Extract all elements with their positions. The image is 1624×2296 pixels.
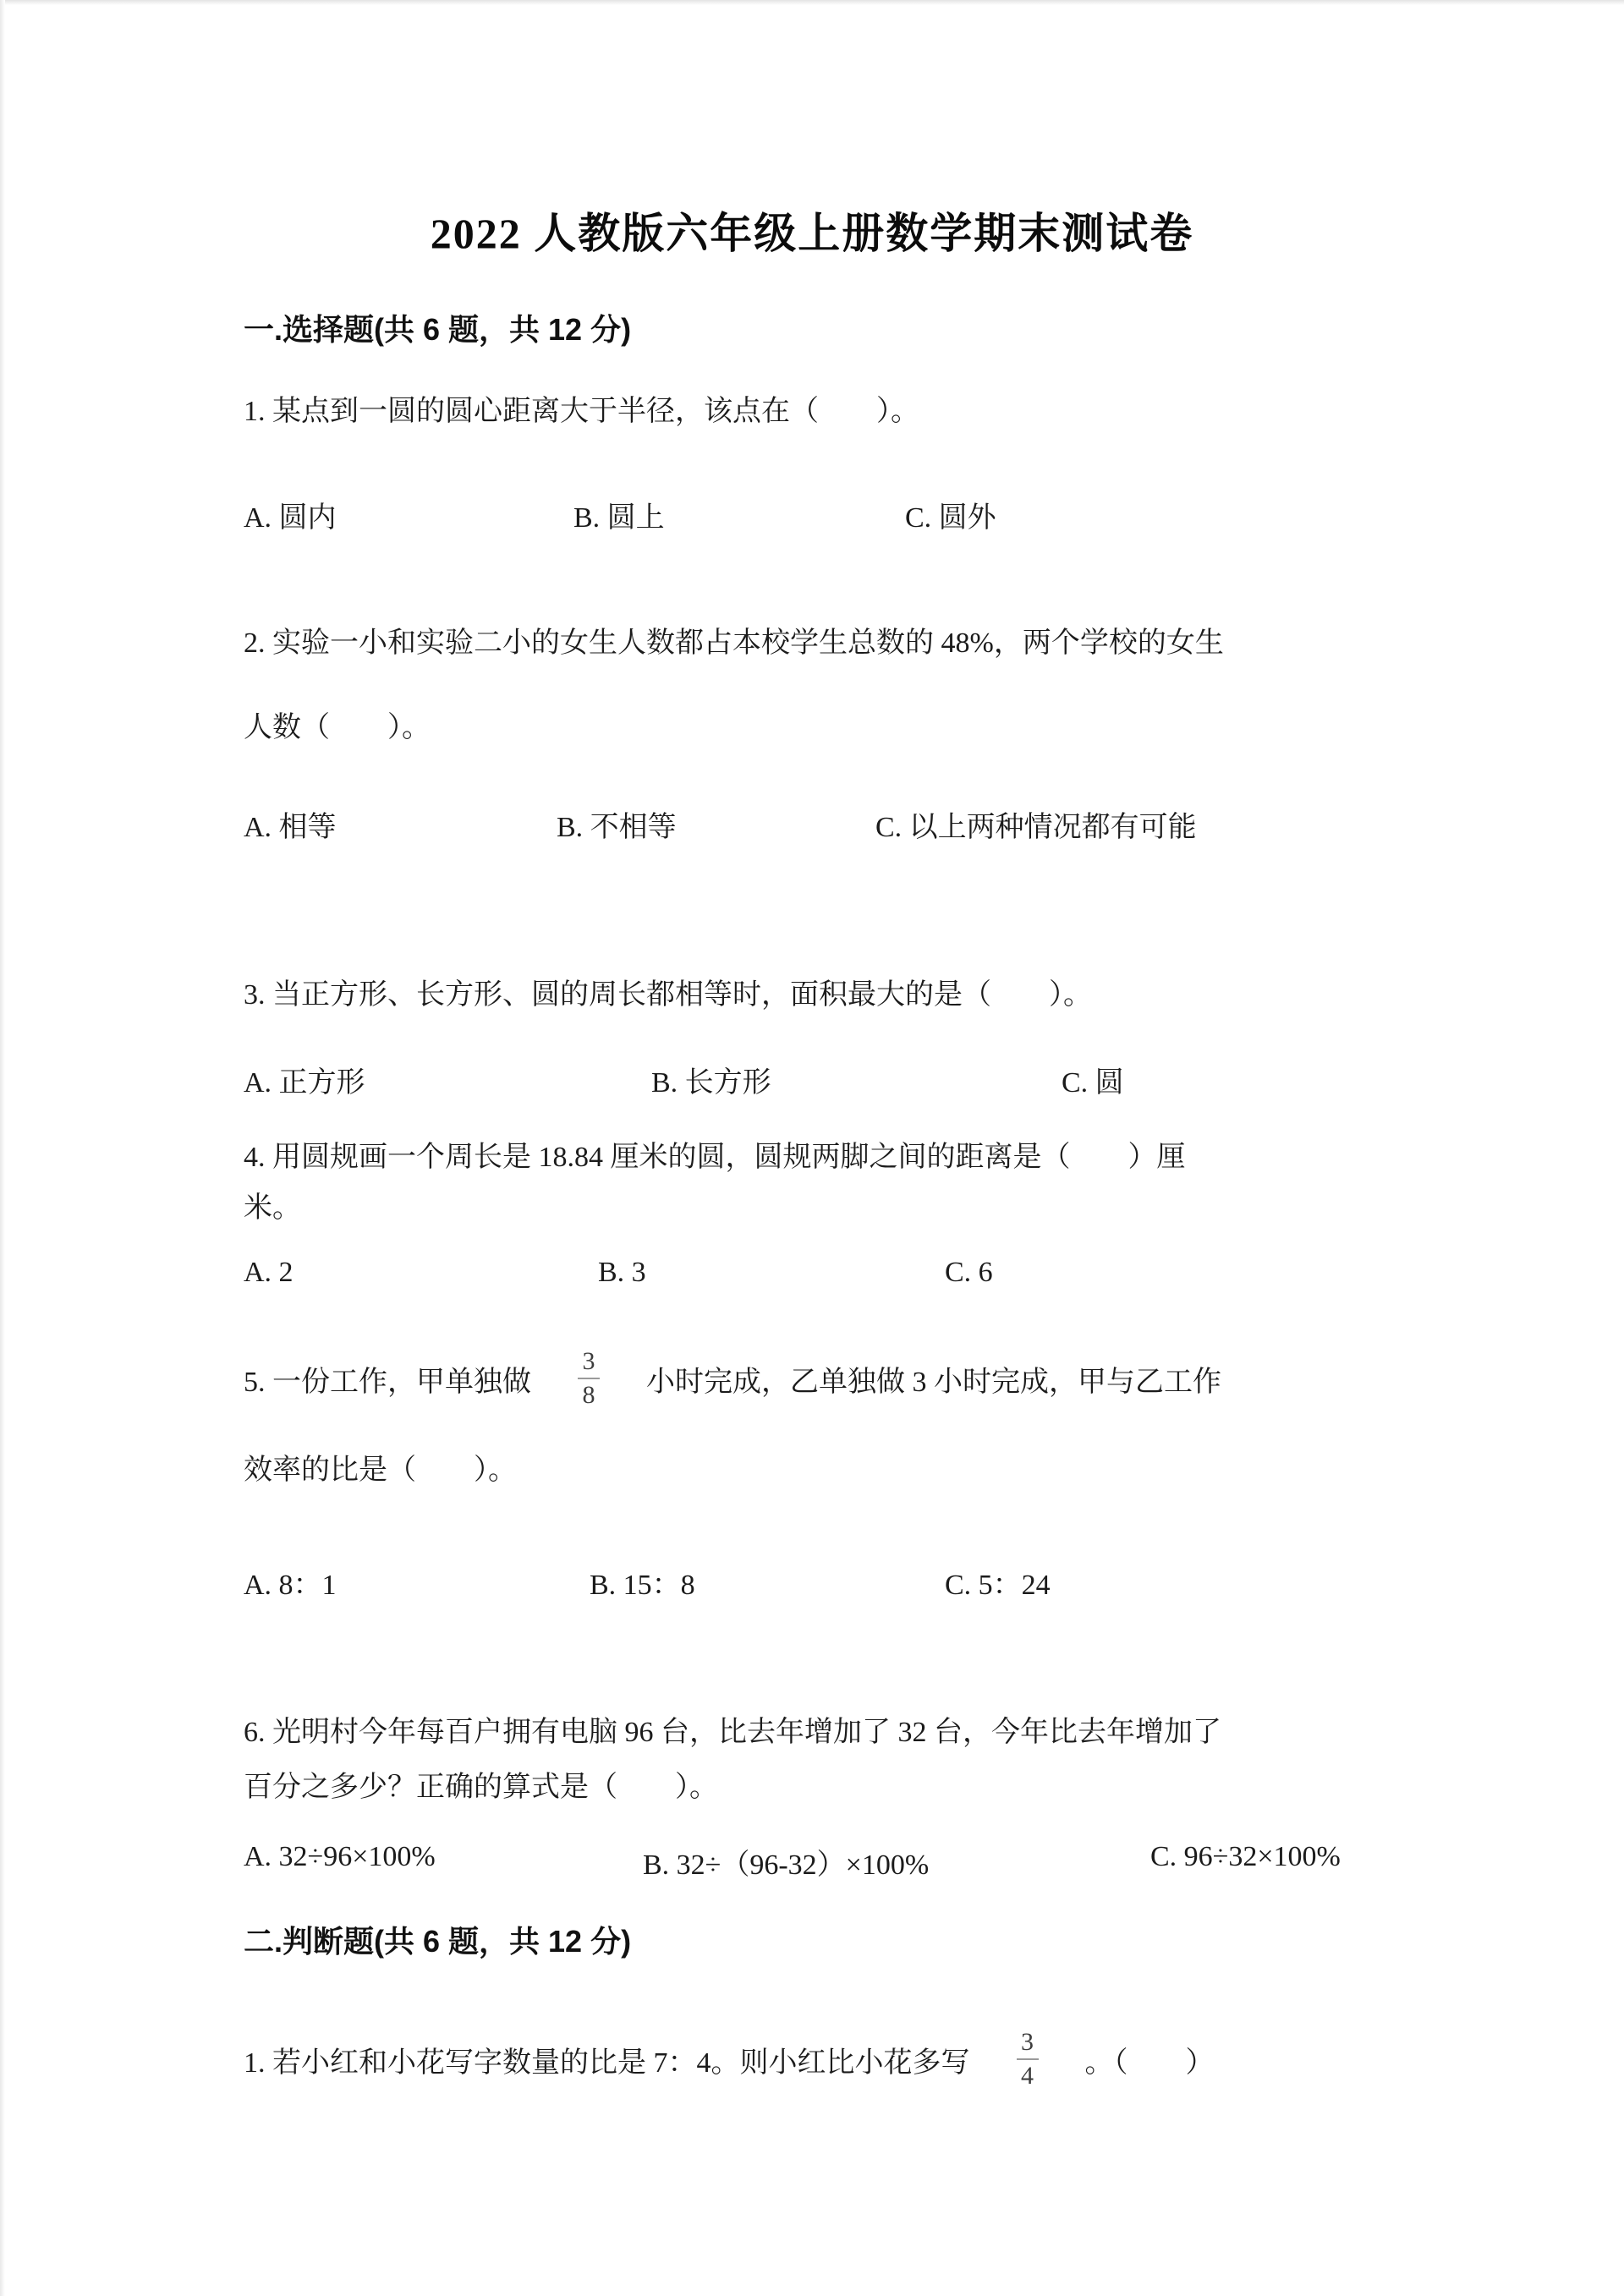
question-5-line-1-pre: 5. 一份工作，甲单独做 xyxy=(244,1366,531,1398)
fraction-numerator: 3 xyxy=(1021,2028,1034,2056)
question-4-option-a: A. 2 xyxy=(244,1257,294,1288)
fraction-bar xyxy=(578,1378,600,1379)
fraction-numerator: 3 xyxy=(582,1347,595,1375)
question-5-line-1-post: 小时完成，乙单独做 3 小时完成，甲与乙工作 xyxy=(646,1366,1221,1398)
page-title: 2022 人教版六年级上册数学期末测试卷 xyxy=(430,210,1194,257)
fraction-denominator: 4 xyxy=(1021,2062,1034,2090)
judge-question-1-post: 。（ ） xyxy=(1084,2047,1215,2079)
question-6-option-b: B. 32÷（96-32）×100% xyxy=(643,1849,930,1881)
section-2-heading: 二.判断题(共 6 题，共 12 分) xyxy=(244,1924,632,1959)
question-2-line-2: 人数（ ）。 xyxy=(244,712,431,743)
scan-edge-left xyxy=(0,0,5,2296)
question-3-option-a: A. 正方形 xyxy=(244,1067,365,1099)
question-6-line-1: 6. 光明村今年每百户拥有电脑 96 台，比去年增加了 32 台，今年比去年增加了 xyxy=(244,1717,1221,1748)
question-5-line-2: 效率的比是（ ）。 xyxy=(244,1455,517,1486)
fraction-three-quarters xyxy=(1017,2030,1039,2089)
question-6-line-2: 百分之多少？正确的算式是（ ）。 xyxy=(244,1772,718,1803)
question-1-option-a: A. 圆内 xyxy=(244,502,337,534)
scan-edge-top xyxy=(0,0,1624,5)
judge-question-1-line xyxy=(244,2013,1215,2106)
question-2-option-c: C. 以上两种情况都有可能 xyxy=(875,812,1197,843)
question-4-option-b: B. 3 xyxy=(598,1257,646,1288)
question-4-line-2: 米。 xyxy=(244,1192,301,1224)
section-1-heading: 一.选择题(共 6 题，共 12 分) xyxy=(244,312,632,347)
question-3-option-b: B. 长方形 xyxy=(651,1067,771,1099)
question-3-option-c: C. 圆 xyxy=(1062,1067,1124,1099)
question-5-line-1 xyxy=(244,1332,1221,1425)
question-2-option-b: B. 不相等 xyxy=(557,812,677,843)
question-5-option-a: A. 8：1 xyxy=(244,1570,337,1601)
question-6-option-a: A. 32÷96×100% xyxy=(244,1841,436,1872)
fraction-three-eighths xyxy=(578,1349,600,1408)
question-3-text: 3. 当正方形、长方形、圆的周长都相等时，面积最大的是（ ）。 xyxy=(244,979,1092,1011)
question-1-option-b: B. 圆上 xyxy=(573,502,665,534)
question-6-option-c: C. 96÷32×100% xyxy=(1150,1841,1341,1872)
judge-question-1-pre: 1. 若小红和小花写字数量的比是 7：4。则小红比小花多写 xyxy=(244,2047,970,2079)
question-5-option-c: C. 5：24 xyxy=(945,1570,1051,1601)
question-4-line-1: 4. 用圆规画一个周长是 18.84 厘米的圆，圆规两脚之间的距离是（ ）厘 xyxy=(244,1142,1186,1173)
question-2-line-1: 2. 实验一小和实验二小的女生人数都占本校学生总数的 48%，两个学校的女生 xyxy=(244,627,1224,659)
fraction-bar xyxy=(1017,2058,1039,2060)
question-1-text: 1. 某点到一圆的圆心距离大于半径，该点在（ ）。 xyxy=(244,396,919,427)
question-1-option-c: C. 圆外 xyxy=(905,502,996,534)
question-2-option-a: A. 相等 xyxy=(244,812,337,843)
question-4-option-c: C. 6 xyxy=(945,1257,993,1288)
fraction-denominator: 8 xyxy=(582,1381,595,1409)
question-5-option-b: B. 15：8 xyxy=(590,1570,695,1601)
